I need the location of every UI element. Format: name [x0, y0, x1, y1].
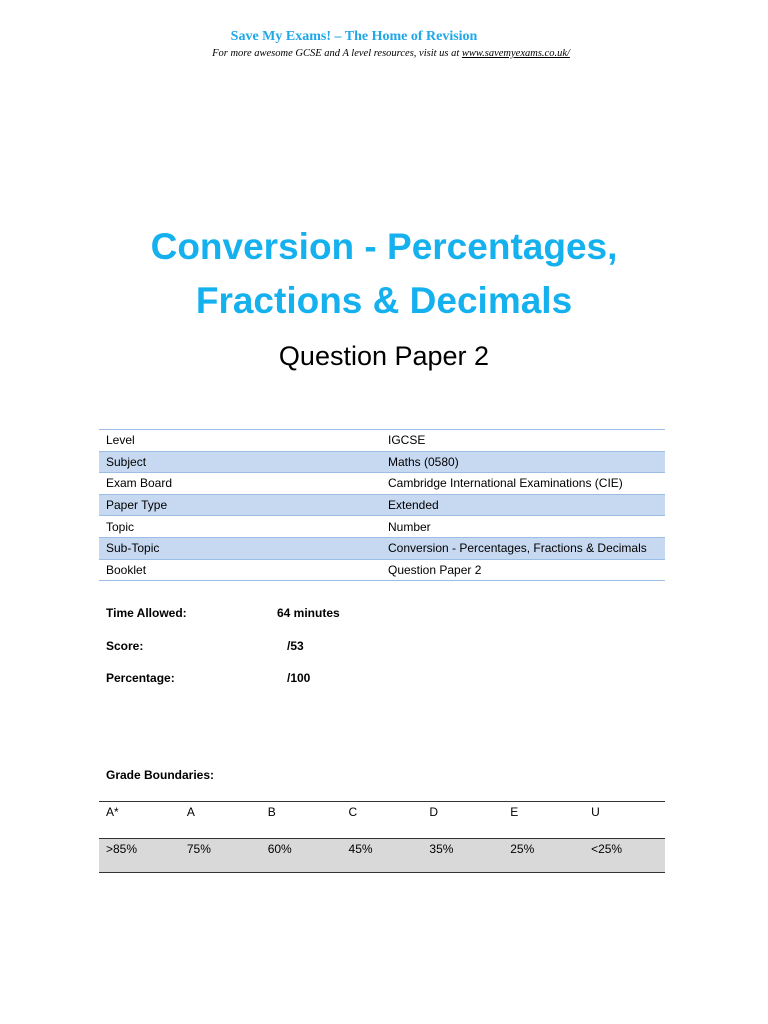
info-row: [99, 430, 665, 452]
grade-value: 45%: [342, 839, 423, 873]
info-label: Level: [99, 430, 381, 452]
info-label: Topic: [99, 516, 381, 538]
website-link[interactable]: www.savemyexams.co.uk/: [461, 48, 570, 59]
header-subtitle-text: For more awesome GCSE and A level resources, visit us at: [212, 48, 462, 59]
grade-header: A*: [99, 802, 180, 839]
grade-header: C: [342, 802, 423, 839]
info-row: [99, 537, 665, 559]
info-row: [99, 473, 665, 495]
grade-value: 75%: [180, 839, 261, 873]
grade-header: D: [422, 802, 503, 839]
grade-header: U: [584, 802, 665, 839]
info-row: [99, 451, 665, 473]
info-row: [99, 494, 665, 516]
score-value: /53: [287, 639, 304, 653]
info-value: Number: [381, 516, 665, 538]
grade-boundaries-label: Grade Boundaries:: [106, 768, 215, 782]
info-value: Cambridge International Examinations (CIE): [381, 473, 665, 495]
info-label: Exam Board: [99, 473, 381, 495]
time-allowed-value: 64 minutes: [277, 606, 340, 620]
title-line-2: Fractions & Decimals: [195, 280, 573, 321]
title-line-1: Conversion - Percentages,: [150, 226, 618, 267]
header-title: Save My Exams! – The Home of Revision: [230, 29, 478, 44]
info-value: Maths (0580): [381, 451, 665, 473]
info-label: Subject: [99, 451, 381, 473]
percentage-label: Percentage:: [106, 671, 175, 685]
grade-header-row: [99, 802, 665, 839]
info-value: IGCSE: [381, 430, 665, 452]
percentage-value: /100: [287, 671, 311, 685]
grade-value: 35%: [422, 839, 503, 873]
time-allowed-label: Time Allowed:: [106, 606, 187, 620]
info-label: Booklet: [99, 559, 381, 581]
info-table: [99, 429, 665, 581]
grade-boundaries-table: [99, 801, 665, 873]
info-label: Sub-Topic: [99, 537, 381, 559]
paper-title: Question Paper 2: [278, 341, 490, 371]
grade-header: B: [261, 802, 342, 839]
document-title: [0, 220, 768, 328]
grade-value: 25%: [503, 839, 584, 873]
grade-values-row: [99, 839, 665, 873]
grade-header: A: [180, 802, 261, 839]
header-subtitle: [0, 48, 768, 59]
info-value: Extended: [381, 494, 665, 516]
info-value: Conversion - Percentages, Fractions & Decimals: [381, 537, 665, 559]
info-row: [99, 516, 665, 538]
score-label: Score:: [106, 639, 144, 653]
info-value: Question Paper 2: [381, 559, 665, 581]
info-label: Paper Type: [99, 494, 381, 516]
grade-value: <25%: [584, 839, 665, 873]
info-row: [99, 559, 665, 581]
grade-value: >85%: [99, 839, 180, 873]
grade-value: 60%: [261, 839, 342, 873]
grade-header: E: [503, 802, 584, 839]
